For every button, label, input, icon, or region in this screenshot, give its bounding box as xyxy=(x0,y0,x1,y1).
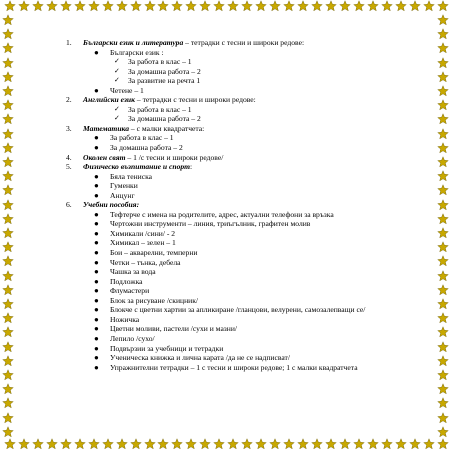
checkmark-icon: ✓ xyxy=(114,66,120,75)
star-icon xyxy=(2,142,14,154)
star-icon xyxy=(325,0,337,12)
checked-item-text: За развитие на речта 1 xyxy=(128,76,201,86)
star-icon xyxy=(2,312,14,324)
section-number: 3. xyxy=(66,123,72,133)
star-icon xyxy=(423,0,435,12)
list-item-text: Ножичка xyxy=(110,314,140,324)
star-icon xyxy=(227,438,239,450)
star-icon xyxy=(60,0,72,12)
star-icon xyxy=(353,0,365,12)
star-icon xyxy=(2,28,14,40)
bullet-icon: ● xyxy=(94,143,99,153)
subject-title: Английски език xyxy=(83,95,135,105)
star-icon xyxy=(2,426,14,438)
star-icon xyxy=(46,438,58,450)
star-icon xyxy=(241,0,253,12)
star-icon xyxy=(367,0,379,12)
star-icon xyxy=(2,113,14,125)
star-icon xyxy=(2,85,14,97)
list-item-text: Лепило /сухо/ xyxy=(110,333,155,343)
star-icon xyxy=(437,0,449,12)
star-icon xyxy=(437,170,449,182)
subject-title: Физическо възпитание и спорт xyxy=(83,162,190,172)
star-icon xyxy=(437,85,449,97)
section-description: – с малки квадратчета: xyxy=(129,123,205,133)
star-icon xyxy=(116,0,128,12)
list-item-text: Блокче с цветни хартии за апликиране /гланцови, велурени, самозалепващи се/ xyxy=(110,305,366,315)
star-icon xyxy=(2,383,14,395)
list-item-text: Гуменки xyxy=(110,181,138,191)
bullet-icon: ● xyxy=(94,353,99,363)
star-icon xyxy=(297,0,309,12)
section-number: 4. xyxy=(66,152,72,162)
list-item-text: Чертожни инструменти – линия, триъгълник, графитен молив xyxy=(110,219,311,229)
star-icon xyxy=(2,14,14,26)
star-icon xyxy=(437,355,449,367)
star-icon xyxy=(199,438,211,450)
bullet-icon: ● xyxy=(94,286,99,296)
bullet-icon: ● xyxy=(94,295,99,305)
star-icon xyxy=(130,438,142,450)
star-icon xyxy=(185,438,197,450)
bullet-icon: ● xyxy=(94,324,99,334)
star-icon xyxy=(437,298,449,310)
star-icon xyxy=(2,326,14,338)
star-icon xyxy=(367,438,379,450)
star-icon xyxy=(437,42,449,54)
bullet-icon: ● xyxy=(94,228,99,238)
star-icon xyxy=(144,0,156,12)
list-item xyxy=(66,86,386,96)
checked-item-text: За домашна работа – 2 xyxy=(128,114,201,124)
list-item xyxy=(66,143,386,153)
star-icon xyxy=(32,438,44,450)
star-icon xyxy=(2,412,14,424)
star-icon xyxy=(437,426,449,438)
subject-title: Околен свят xyxy=(83,152,126,162)
star-icon xyxy=(437,412,449,424)
section-heading xyxy=(66,200,386,210)
star-icon xyxy=(88,438,100,450)
list-item xyxy=(66,48,386,58)
star-icon xyxy=(2,284,14,296)
list-item xyxy=(66,238,386,248)
star-icon xyxy=(437,28,449,40)
star-icon xyxy=(437,383,449,395)
star-icon xyxy=(2,298,14,310)
star-icon xyxy=(2,213,14,225)
star-icon xyxy=(2,156,14,168)
star-icon xyxy=(213,438,225,450)
list-item-text: Блок за рисуване /скицник/ xyxy=(110,295,199,305)
list-item xyxy=(66,363,430,373)
star-icon xyxy=(437,397,449,409)
bullet-icon: ● xyxy=(94,171,99,181)
star-icon xyxy=(437,71,449,83)
list-item-text: Химикал – зелен – 1 xyxy=(110,238,176,248)
checked-item xyxy=(66,57,386,67)
star-icon xyxy=(437,241,449,253)
bullet-icon: ● xyxy=(94,47,99,57)
star-icon xyxy=(353,438,365,450)
section-number: 1. xyxy=(66,38,72,47)
bullet-icon: ● xyxy=(94,305,99,315)
section-description: – тетрадки с тесни и широки редове: xyxy=(134,95,256,105)
star-icon xyxy=(255,438,267,450)
star-icon xyxy=(102,0,114,12)
star-icon xyxy=(437,99,449,111)
star-icon xyxy=(171,438,183,450)
list-item xyxy=(66,258,386,268)
star-icon xyxy=(185,0,197,12)
star-icon xyxy=(339,438,351,450)
star-icon xyxy=(2,42,14,54)
star-icon xyxy=(437,57,449,69)
list-item xyxy=(66,305,430,315)
star-icon xyxy=(2,184,14,196)
star-icon xyxy=(74,0,86,12)
list-item-text: За работа в клас – 1 xyxy=(110,133,174,143)
star-icon xyxy=(409,438,421,450)
list-item-text: Бои – акварелни, темперни xyxy=(110,248,198,258)
checkmark-icon: ✓ xyxy=(114,57,120,66)
section-heading xyxy=(66,95,386,105)
section-heading xyxy=(66,124,386,134)
list-item-text: Упражнителни тетрадки – 1 с тесни и широки редове; 1 с малки квадратчета xyxy=(110,362,358,372)
star-icon xyxy=(213,0,225,12)
section-heading xyxy=(66,38,386,48)
checked-item xyxy=(66,76,386,86)
bullet-icon: ● xyxy=(94,333,99,343)
star-icon xyxy=(2,270,14,282)
star-icon xyxy=(297,438,309,450)
star-icon xyxy=(2,57,14,69)
star-icon xyxy=(2,99,14,111)
star-icon xyxy=(437,156,449,168)
bullet-icon: ● xyxy=(94,343,99,353)
list-item xyxy=(66,248,386,258)
star-icon xyxy=(130,0,142,12)
list-item-text: Анцунг xyxy=(110,190,135,200)
list-item-text: Химикали /сини/ - 2 xyxy=(110,228,176,238)
bullet-icon: ● xyxy=(94,248,99,258)
list-item-text: Ученическа книжка и лична карата /да не се надписват/ xyxy=(110,353,290,363)
list-item xyxy=(66,296,386,306)
section-number: 6. xyxy=(66,200,72,210)
star-icon xyxy=(2,199,14,211)
star-icon xyxy=(395,438,407,450)
list-item xyxy=(66,133,386,143)
list-item xyxy=(66,172,386,182)
star-icon xyxy=(283,438,295,450)
star-icon xyxy=(2,255,14,267)
star-icon xyxy=(157,0,169,12)
list-item xyxy=(66,219,386,229)
star-icon xyxy=(269,438,281,450)
list-item-text: Цветни моливи, пастели /сухи и мазни/ xyxy=(110,324,238,334)
list-item-text: Подложка xyxy=(110,276,143,286)
section-description: : xyxy=(189,162,193,172)
section-number: 2. xyxy=(66,95,72,105)
subject-title: Математика xyxy=(83,123,130,133)
star-icon xyxy=(437,369,449,381)
section-number: 5. xyxy=(66,162,72,172)
star-icon xyxy=(311,438,323,450)
bullet-icon: ● xyxy=(94,190,99,200)
list-item xyxy=(66,277,386,287)
checkmark-icon: ✓ xyxy=(114,114,120,123)
star-icon xyxy=(437,199,449,211)
star-icon xyxy=(144,438,156,450)
checkmark-icon: ✓ xyxy=(114,104,120,113)
star-icon xyxy=(437,184,449,196)
star-border-top xyxy=(0,0,453,14)
star-icon xyxy=(437,438,449,450)
star-icon xyxy=(437,255,449,267)
bullet-icon: ● xyxy=(94,238,99,248)
star-icon xyxy=(2,241,14,253)
star-icon xyxy=(437,142,449,154)
bullet-icon: ● xyxy=(94,209,99,219)
star-icon xyxy=(325,438,337,450)
star-icon xyxy=(437,113,449,125)
star-icon xyxy=(18,438,30,450)
star-icon xyxy=(437,227,449,239)
star-icon xyxy=(171,0,183,12)
list-item-text: Подвързии за учебници и тетрадки xyxy=(110,343,224,353)
star-icon xyxy=(283,0,295,12)
star-icon xyxy=(437,284,449,296)
star-icon xyxy=(311,0,323,12)
star-border-bottom xyxy=(0,438,453,452)
star-icon xyxy=(199,0,211,12)
checked-item-text: За домашна работа – 2 xyxy=(128,66,201,76)
star-icon xyxy=(74,438,86,450)
star-icon xyxy=(2,355,14,367)
list-item-text: Бяла тениска xyxy=(110,171,153,181)
bullet-icon: ● xyxy=(94,181,99,191)
star-icon xyxy=(2,341,14,353)
bullet-icon: ● xyxy=(94,219,99,229)
checked-item-text: За работа в клас – 1 xyxy=(128,57,192,67)
list-item xyxy=(66,229,386,239)
list-item-text: Четки – тънка, дебела xyxy=(110,257,181,267)
list-item-text: Чашка за вода xyxy=(110,267,156,277)
list-item xyxy=(66,210,430,220)
checked-item xyxy=(66,67,386,77)
star-icon xyxy=(269,0,281,12)
star-icon xyxy=(4,0,16,12)
star-icon xyxy=(2,128,14,140)
star-icon xyxy=(409,0,421,12)
school-supplies-list xyxy=(66,38,386,372)
bullet-icon: ● xyxy=(94,257,99,267)
star-icon xyxy=(4,438,16,450)
star-icon xyxy=(2,397,14,409)
list-item-text: Флумастери xyxy=(110,286,150,296)
bullet-icon: ● xyxy=(94,133,99,143)
star-icon xyxy=(116,438,128,450)
list-item xyxy=(66,267,386,277)
star-icon xyxy=(46,0,58,12)
bullet-icon: ● xyxy=(94,267,99,277)
list-item xyxy=(66,181,386,191)
list-item xyxy=(66,191,386,201)
checkmark-icon: ✓ xyxy=(114,76,120,85)
section-description: – 1 /с тесни и широки редове/ xyxy=(125,152,224,162)
star-border-left xyxy=(2,14,16,438)
star-icon xyxy=(255,0,267,12)
checked-item xyxy=(66,105,386,115)
star-icon xyxy=(381,0,393,12)
star-icon xyxy=(437,213,449,225)
star-icon xyxy=(2,71,14,83)
star-icon xyxy=(2,369,14,381)
star-icon xyxy=(32,0,44,12)
list-item xyxy=(66,334,386,344)
star-icon xyxy=(157,438,169,450)
star-border-right xyxy=(437,14,451,438)
star-icon xyxy=(18,0,30,12)
list-item xyxy=(66,344,386,354)
star-icon xyxy=(437,312,449,324)
star-icon xyxy=(381,438,393,450)
list-item xyxy=(66,324,386,334)
star-icon xyxy=(437,14,449,26)
list-item-text: Четене – 1 xyxy=(110,85,144,95)
list-item xyxy=(66,315,386,325)
checked-item xyxy=(66,114,386,124)
subject-title: Учебни пособия: xyxy=(83,200,140,210)
star-icon xyxy=(2,170,14,182)
star-icon xyxy=(395,0,407,12)
star-icon xyxy=(437,128,449,140)
star-icon xyxy=(60,438,72,450)
bullet-icon: ● xyxy=(94,314,99,324)
star-icon xyxy=(423,438,435,450)
star-icon xyxy=(437,341,449,353)
bullet-icon: ● xyxy=(94,362,99,372)
bullet-icon: ● xyxy=(94,276,99,286)
star-icon xyxy=(88,0,100,12)
section-description: – тетрадки с тесни и широки редове: xyxy=(183,38,305,47)
star-icon xyxy=(227,0,239,12)
list-item-text: Български език : xyxy=(110,47,164,57)
star-icon xyxy=(2,227,14,239)
list-item xyxy=(66,353,386,363)
list-item-text: Тефтерче с имена на родителите, адрес, актуални телефони за връзка xyxy=(110,209,334,219)
star-icon xyxy=(437,270,449,282)
list-item-text: За домашна работа – 2 xyxy=(110,143,183,153)
star-icon xyxy=(339,0,351,12)
checked-item-text: За работа в клас – 1 xyxy=(128,104,192,114)
section-heading xyxy=(66,153,386,163)
bullet-icon: ● xyxy=(94,85,99,95)
star-icon xyxy=(102,438,114,450)
star-icon xyxy=(241,438,253,450)
star-icon xyxy=(437,326,449,338)
subject-title: Български език и литература xyxy=(83,38,184,47)
section-heading xyxy=(66,162,386,172)
list-item xyxy=(66,286,386,296)
